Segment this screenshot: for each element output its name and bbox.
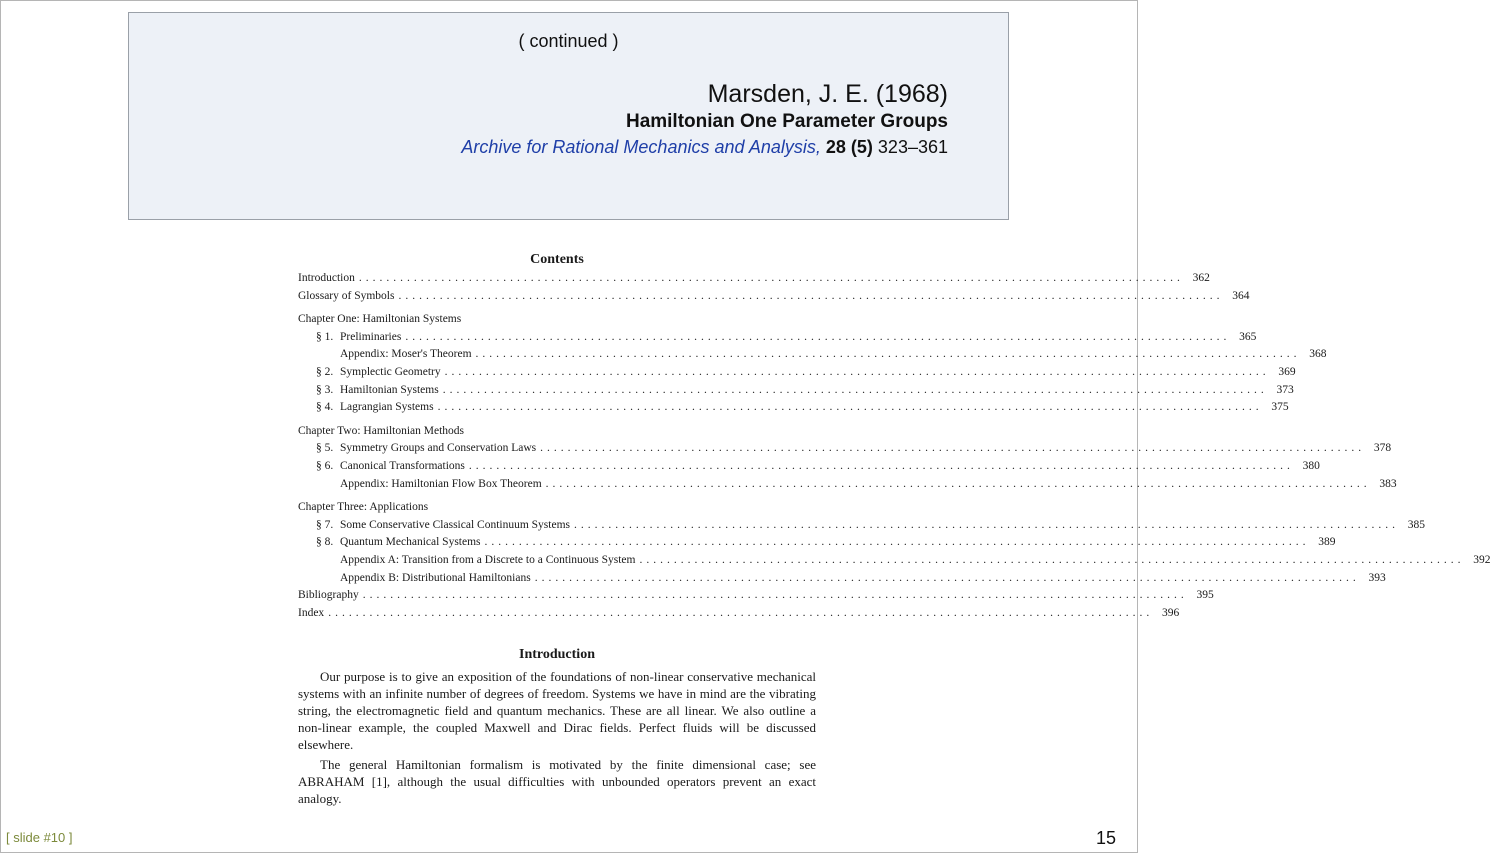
dot-leader: ........................................................................................................................ bbox=[574, 518, 1399, 531]
toc-entry-label: Introduction bbox=[298, 272, 355, 284]
toc-entry-label: Appendix A: Transition from a Discrete to a Continuous System bbox=[340, 553, 636, 566]
dot-leader: ........................................................................................................................ bbox=[545, 477, 1371, 490]
toc-entry-label: Appendix: Moser's Theorem bbox=[340, 348, 472, 361]
toc-section-number: § 3. bbox=[316, 383, 334, 396]
toc-entry bbox=[298, 346, 1327, 364]
toc-page-number: 396 bbox=[1161, 606, 1180, 619]
toc-entry-label: Bibliography bbox=[298, 589, 359, 602]
toc-chapter-title: Chapter Three: Applications bbox=[298, 501, 429, 514]
toc-entry bbox=[298, 458, 1320, 476]
toc-entry bbox=[298, 364, 1296, 382]
toc-entry bbox=[298, 552, 1490, 570]
toc-page-number: 393 bbox=[1368, 571, 1386, 584]
citation-journal: Archive for Rational Mechanics and Analysis, bbox=[461, 137, 821, 157]
toc-section-number: § 7. bbox=[316, 518, 334, 531]
introduction-heading: Introduction bbox=[519, 647, 595, 663]
toc-page-number: 369 bbox=[1278, 365, 1296, 378]
toc-page-number: 364 bbox=[1232, 289, 1250, 302]
toc-page-number: 392 bbox=[1473, 553, 1490, 566]
toc-page-number: 383 bbox=[1379, 477, 1397, 490]
slide-tag: [ slide #10 ] bbox=[6, 830, 73, 845]
toc-section-number: § 1. bbox=[316, 330, 334, 343]
toc-section-number: § 5. bbox=[316, 442, 334, 455]
dot-leader: ........................................................................................................................ bbox=[358, 272, 1184, 284]
toc-entry bbox=[298, 382, 1294, 400]
dot-leader: ........................................................................................................................ bbox=[328, 606, 1154, 619]
toc-entry bbox=[298, 570, 1386, 588]
dot-leader: ........................................................................................................................ bbox=[639, 553, 1465, 566]
toc-entry bbox=[298, 440, 1392, 458]
toc-entry-label: Glossary of Symbols bbox=[298, 289, 395, 302]
dot-leader: ........................................................................................................................ bbox=[534, 571, 1360, 584]
dot-leader: ........................................................................................................................ bbox=[442, 383, 1268, 396]
toc-entry-label: Canonical Transformations bbox=[340, 459, 465, 472]
introduction-paragraph: Our purpose is to give an exposition of the foundations of non-linear conservative mechanical systems with an infinite number of degrees of freedom. Systems we have in mind are the vibrating string, the electromagnetic field and quantum mechanics. These are all linear. We also outline a non-linear example, the coupled Maxwell and Dirac fields. Perfect fluids will be discussed elsewhere. bbox=[298, 669, 816, 753]
toc-entry bbox=[298, 288, 1250, 306]
dot-leader: ........................................................................................................................ bbox=[405, 330, 1231, 343]
toc-entry-label: Preliminaries bbox=[340, 330, 402, 343]
citation-journal-line bbox=[461, 135, 948, 159]
toc-entry bbox=[298, 329, 1257, 347]
toc-page-number: 375 bbox=[1271, 401, 1289, 414]
introduction-paragraph: The general Hamiltonian formalism is motivated by the finite dimensional case; see ABRAHAM [1], although the usual difficulties with unbounded operators prevent an exact analogy. bbox=[298, 757, 816, 807]
toc-entry-label: Symplectic Geometry bbox=[340, 365, 441, 378]
dot-leader: ........................................................................................................................ bbox=[444, 365, 1270, 378]
citation-volume: 28 (5) bbox=[825, 137, 873, 157]
dot-leader: ........................................................................................................................ bbox=[437, 401, 1263, 414]
dot-leader: ........................................................................................................................ bbox=[468, 459, 1294, 472]
toc-section-number: § 4. bbox=[316, 401, 334, 414]
citation-author-year: Marsden, J. E. (1968) bbox=[707, 80, 948, 108]
citation-title: Hamiltonian One Parameter Groups bbox=[625, 111, 948, 132]
scanned-page bbox=[298, 250, 1490, 810]
dot-leader: ........................................................................................................................ bbox=[484, 536, 1310, 549]
toc-section-number: § 6. bbox=[316, 459, 334, 472]
toc-entry-label: Some Conservative Classical Continuum Systems bbox=[340, 518, 570, 531]
dot-leader: ........................................................................................................................ bbox=[540, 442, 1366, 455]
contents-heading: Contents bbox=[530, 252, 584, 267]
toc-page-number: 380 bbox=[1302, 459, 1320, 472]
toc-entry-label: Lagrangian Systems bbox=[340, 401, 434, 414]
toc-entry-label: Hamiltonian Systems bbox=[340, 383, 439, 396]
toc-chapter-title: Chapter Two: Hamiltonian Methods bbox=[298, 424, 465, 437]
toc-entry-label: Index bbox=[298, 606, 325, 619]
toc-page-number: 373 bbox=[1276, 383, 1294, 396]
citation-pages: 323–361 bbox=[877, 137, 948, 157]
toc-section-number: § 2. bbox=[316, 365, 334, 378]
toc-page-number: 362 bbox=[1192, 272, 1210, 284]
toc-entry bbox=[298, 476, 1397, 494]
toc-entry bbox=[298, 517, 1425, 535]
toc-page-number: 365 bbox=[1239, 330, 1257, 343]
dot-leader: ........................................................................................................................ bbox=[398, 289, 1224, 302]
toc-page-number: 378 bbox=[1373, 442, 1392, 455]
toc-entry bbox=[298, 270, 1210, 288]
dot-leader: ........................................................................................................................ bbox=[362, 589, 1188, 602]
toc-chapter-title: Chapter One: Hamiltonian Systems bbox=[298, 313, 462, 326]
toc-entry bbox=[298, 587, 1214, 605]
dot-leader: ........................................................................................................................ bbox=[475, 348, 1301, 361]
toc-entry bbox=[298, 534, 1336, 552]
toc-section-number: § 8. bbox=[316, 536, 334, 549]
toc-entry-label: Appendix: Hamiltonian Flow Box Theorem bbox=[340, 477, 542, 490]
toc-entry-label: Quantum Mechanical Systems bbox=[340, 536, 481, 549]
toc-entry bbox=[298, 605, 1180, 623]
page-number: 15 bbox=[1095, 828, 1116, 848]
toc-page-number: 389 bbox=[1318, 536, 1336, 549]
toc-entry bbox=[298, 399, 1289, 417]
toc-entry-label: Appendix B: Distributional Hamiltonians bbox=[340, 571, 531, 584]
toc-entry-label: Symmetry Groups and Conservation Laws bbox=[340, 442, 537, 455]
toc-page-number: 395 bbox=[1196, 589, 1214, 602]
continued-label: ( continued ) bbox=[518, 31, 619, 51]
toc-page-number: 385 bbox=[1407, 518, 1425, 531]
citation bbox=[461, 79, 948, 159]
reference-box bbox=[128, 12, 1009, 220]
toc-page-number: 368 bbox=[1309, 348, 1327, 361]
